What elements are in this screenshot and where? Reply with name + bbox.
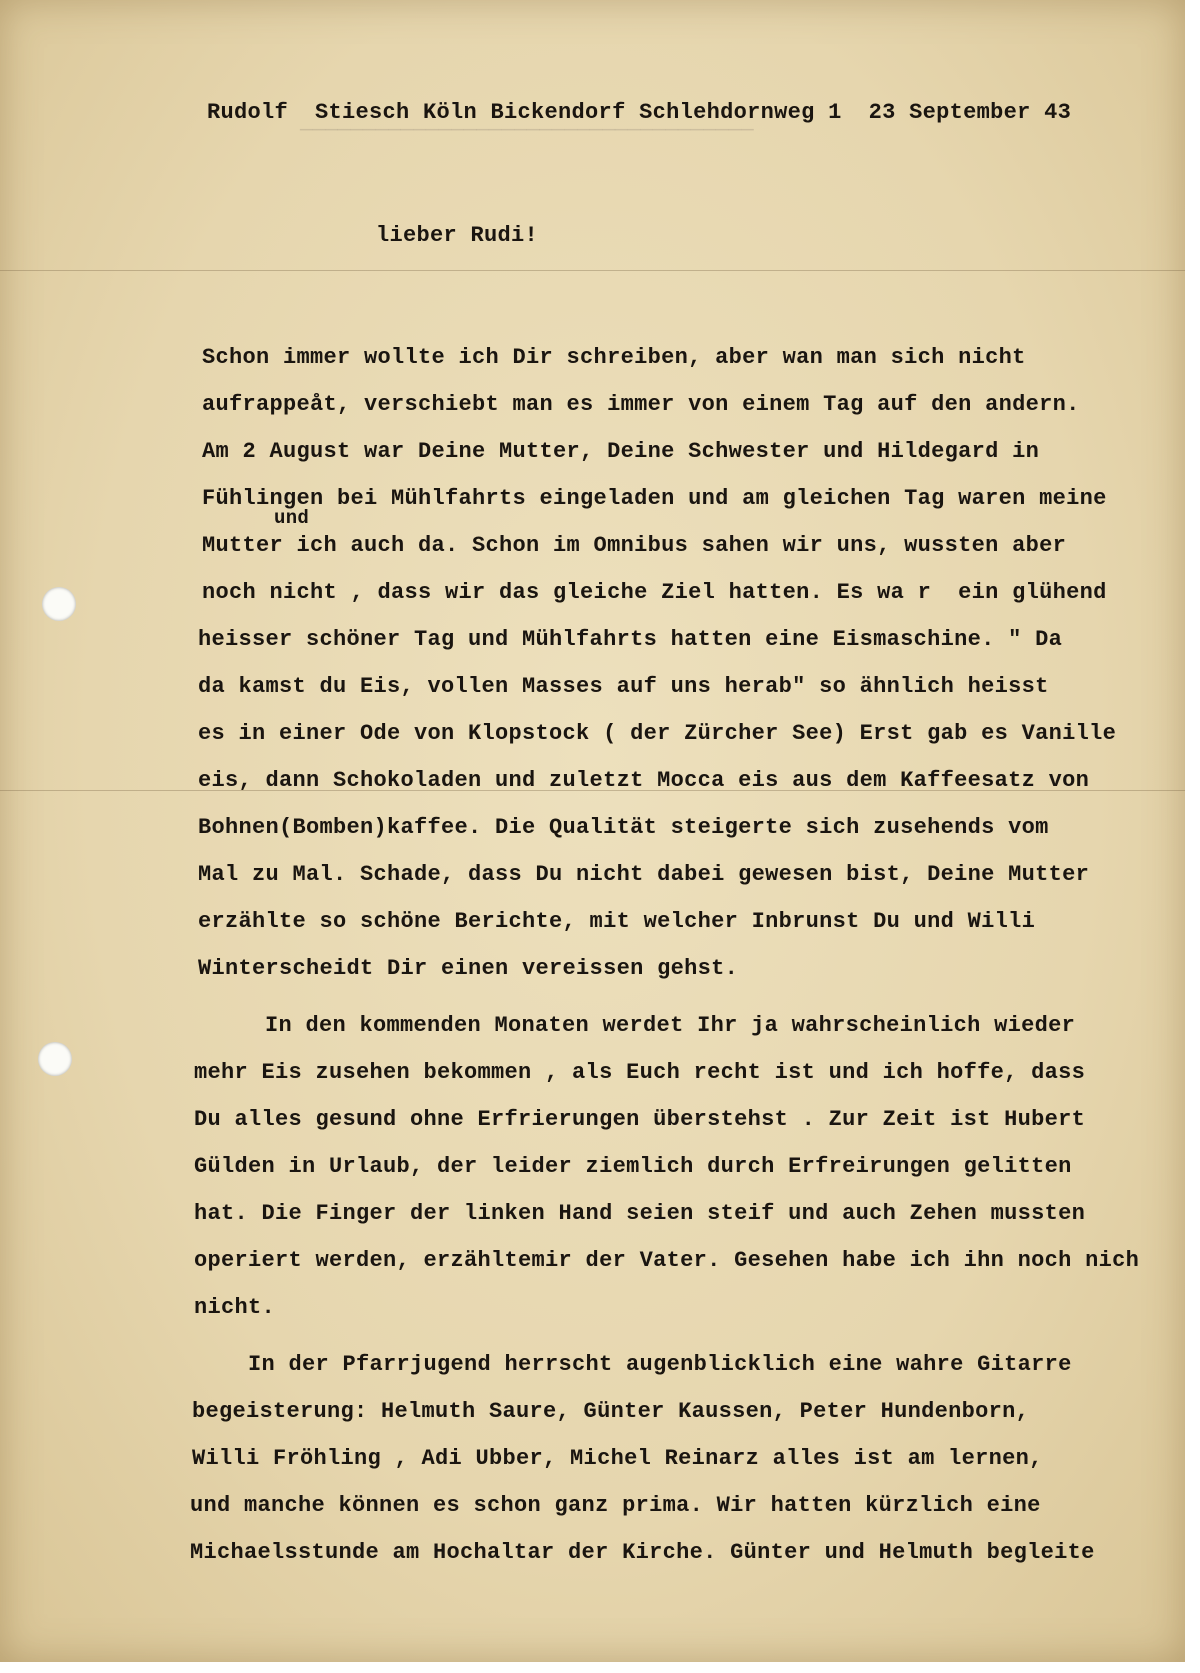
letter-line: Willi Fröhling , Adi Ubber, Michel Reinarz alles ist am lernen,: [192, 1446, 1043, 1471]
punch-hole: [38, 1042, 72, 1076]
letter-line: Michaelsstunde am Hochaltar der Kirche. Günter und Helmuth begleite: [190, 1540, 1095, 1565]
letter-line: Schon immer wollte ich Dir schreiben, aber wan man sich nicht: [202, 345, 1026, 370]
letter-line: Winterscheidt Dir einen vereissen gehst.: [198, 956, 739, 981]
bleed-through: ────────────────────────────────────: [300, 120, 754, 143]
letter-line: mehr Eis zusehen bekommen , als Euch recht ist und ich hoffe, dass: [194, 1060, 1086, 1085]
letter-line: Am 2 August war Deine Mutter, Deine Schwester und Hildegard in: [202, 439, 1040, 464]
letter-line: Du alles gesund ohne Erfrierungen überstehst . Zur Zeit ist Hubert: [194, 1107, 1086, 1132]
letter-line: hat. Die Finger der linken Hand seien steif und auch Zehen mussten: [194, 1201, 1086, 1226]
letter-line: Bohnen(Bomben)kaffee. Die Qualität steigerte sich zusehends vom: [198, 815, 1049, 840]
letter-line: Fühlingen bei Mühlfahrts eingeladen und am gleichen Tag waren meine: [202, 486, 1107, 511]
letter-line: aufrappeåt, verschiebt man es immer von einem Tag auf den andern.: [202, 392, 1080, 417]
fold-line: [0, 270, 1185, 271]
punch-hole: [42, 587, 76, 621]
letter-line: Gülden in Urlaub, der leider ziemlich durch Erfreirungen gelitten: [194, 1154, 1072, 1179]
letter-line: Mutter ich auch da. Schon im Omnibus sahen wir uns, wussten aber: [202, 533, 1067, 558]
letter-line: operiert werden, erzähltemir der Vater. Gesehen habe ich ihn noch nich: [194, 1248, 1140, 1273]
letter-line: noch nicht , dass wir das gleiche Ziel hatten. Es wa r ein glühend: [202, 580, 1107, 605]
letter-header: Rudolf Stiesch Köln Bickendorf Schlehdornweg 1 23 September 43: [207, 100, 1072, 125]
letter-line: es in einer Ode von Klopstock ( der Zürcher See) Erst gab es Vanille: [198, 721, 1117, 746]
letter-line: heisser schöner Tag und Mühlfahrts hatten eine Eismaschine. " Da: [198, 627, 1063, 652]
letter-line: In den kommenden Monaten werdet Ihr ja wahrscheinlich wieder: [265, 1013, 1076, 1038]
letter-line: eis, dann Schokoladen und zuletzt Mocca eis aus dem Kaffeesatz von: [198, 768, 1090, 793]
letter-line: In der Pfarrjugend herrscht augenblicklich eine wahre Gitarre: [248, 1352, 1072, 1377]
letter-line: Mal zu Mal. Schade, dass Du nicht dabei gewesen bist, Deine Mutter: [198, 862, 1090, 887]
letter-line: da kamst du Eis, vollen Masses auf uns herab" so ähnlich heisst: [198, 674, 1049, 699]
letter-insertion: und: [274, 507, 310, 529]
letter-line: begeisterung: Helmuth Saure, Günter Kaussen, Peter Hundenborn,: [192, 1399, 1030, 1424]
letter-line: nicht.: [194, 1295, 276, 1320]
letter-line: und manche können es schon ganz prima. Wir hatten kürzlich eine: [190, 1493, 1041, 1518]
letter-line: erzählte so schöne Berichte, mit welcher Inbrunst Du und Willi: [198, 909, 1036, 934]
salutation: lieber Rudi!: [376, 223, 539, 248]
